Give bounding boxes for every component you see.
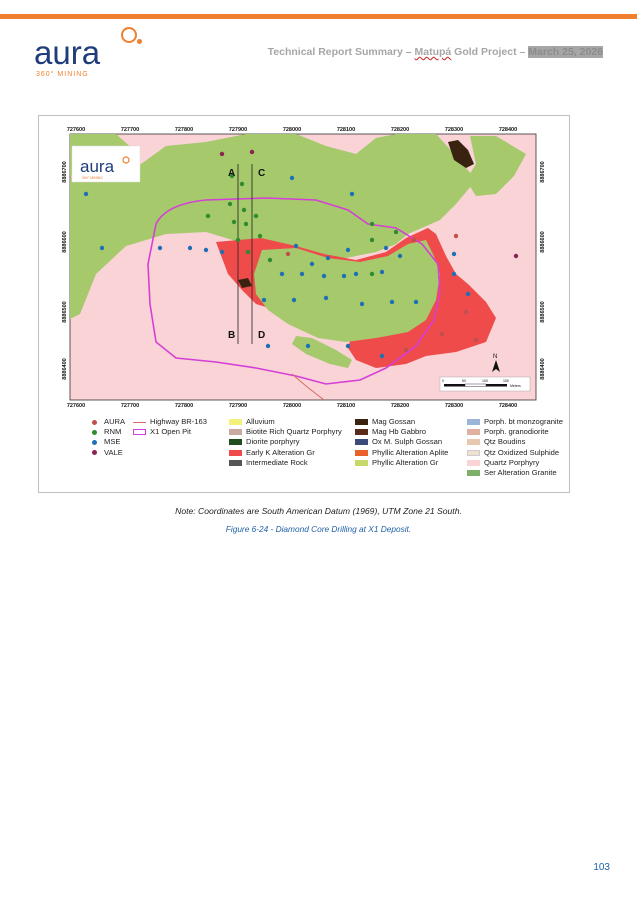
legend-label: Qtz Boudins: [484, 437, 526, 447]
page-number: 103: [593, 862, 610, 873]
drill-hole-mse: [466, 292, 470, 296]
drill-hole-vale: [514, 254, 518, 258]
drill-hole-mse: [360, 302, 364, 306]
legend-label: Ox M. Sulph Gossan: [372, 437, 443, 447]
x-axis-top: [67, 127, 517, 133]
legend-label: AURA: [104, 417, 126, 426]
x-tick-label: 728000: [282, 127, 302, 133]
y-tick-label: 8886500: [540, 301, 546, 323]
legend-swatch-icon: [355, 439, 368, 445]
report-date: March 25, 2026: [528, 46, 603, 58]
drill-hole-mse: [354, 272, 358, 276]
drill-hole-rnm: [254, 214, 258, 218]
drill-hole-mse: [158, 246, 162, 250]
x-tick-label: 728300: [444, 403, 464, 409]
legend-label: Porph. bt monzogranite: [484, 417, 563, 426]
legend-label: Quartz Porphyry: [484, 457, 540, 467]
drill-hole-rnm: [244, 222, 248, 226]
legend-item-rnm: [87, 427, 125, 437]
map-logo-wordmark: aura: [80, 157, 115, 176]
drill-hole-rnm: [370, 222, 374, 226]
legend-outline-icon: [133, 429, 146, 435]
legend-item: [229, 458, 342, 468]
x-tick-label: 728400: [498, 403, 518, 409]
legend-col-lithology-2: [355, 417, 448, 468]
drill-hole-aura: [464, 310, 468, 314]
logo-ring-icon: [121, 27, 137, 43]
drill-hole-mse: [346, 344, 350, 348]
legend-col-lithology-3: [467, 417, 563, 478]
drill-hole-mse: [390, 300, 394, 304]
legend-item: [355, 417, 448, 427]
x-tick-label: 728000: [282, 403, 302, 409]
legend-item: [229, 437, 342, 447]
scale-tick: 100: [482, 379, 488, 383]
legend-swatch-icon: [467, 450, 480, 456]
x-tick-label: 727600: [66, 127, 86, 133]
report-title-middle: Gold Project –: [454, 46, 526, 58]
legend-col-lithology-1: [229, 417, 342, 468]
drill-hole-rnm: [206, 214, 210, 218]
drill-hole-aura: [474, 338, 478, 342]
drill-hole-aura: [440, 332, 444, 336]
figure-caption: Figure 6-24 - Diamond Core Drilling at X1 Deposit.: [225, 524, 412, 534]
legend-item: [467, 468, 563, 478]
drill-hole-mse: [294, 244, 298, 248]
map-logo-tagline: 360° MINING: [82, 176, 103, 180]
drill-hole-mse: [204, 248, 208, 252]
x-tick-label: 728400: [498, 127, 518, 133]
x-tick-label: 727700: [120, 403, 140, 409]
drill-hole-mse: [300, 272, 304, 276]
figure-note: Note: Coordinates are South American Datum (1969), UTM Zone 21 South.: [175, 506, 462, 516]
x-tick-label: 728300: [444, 127, 464, 133]
drill-hole-rnm: [370, 238, 374, 242]
north-label: N: [493, 354, 498, 360]
drill-hole-rnm: [268, 258, 272, 262]
report-title: [268, 46, 603, 58]
legend-item: [467, 448, 563, 458]
legend-line-icon: [133, 422, 146, 423]
x-tick-label: 728200: [390, 403, 410, 409]
y-axis-right: [540, 161, 546, 379]
section-label-d: D: [258, 330, 266, 341]
section-label-c: C: [258, 168, 266, 179]
legend-swatch-icon: [467, 419, 480, 425]
legend-col-infrastructure: [133, 417, 207, 437]
legend-label: Alluvium: [246, 417, 275, 426]
legend-dot-icon: [92, 440, 97, 445]
map-figure: [38, 115, 570, 493]
legend-item: [229, 427, 342, 437]
x-tick-label: 728100: [336, 403, 356, 409]
legend-item: [355, 458, 448, 468]
drill-hole-mse: [452, 252, 456, 256]
legend-item-vale: [87, 448, 125, 458]
legend-swatch-icon: [467, 460, 480, 466]
drill-hole-aura: [454, 234, 458, 238]
logo-wordmark: aura: [34, 34, 101, 71]
legend-label: Biotite Rich Quartz Porphyry: [246, 427, 342, 437]
legend-label: Phyllic Alteration Gr: [372, 457, 439, 467]
scale-segment: [444, 384, 465, 387]
drill-hole-rnm: [258, 234, 262, 238]
drill-hole-mse: [280, 272, 284, 276]
x-axis-bottom: [67, 403, 517, 409]
legend-label: Qtz Oxidized Sulphide: [484, 447, 560, 457]
legend-label: Highway BR-163: [150, 417, 207, 426]
scale-segment: [486, 384, 507, 387]
legend-item: [355, 448, 448, 458]
drill-hole-mse: [326, 256, 330, 260]
drill-hole-mse: [266, 344, 270, 348]
drill-hole-rnm: [394, 230, 398, 234]
geology-map: [56, 124, 552, 409]
legend-dot-icon: [92, 420, 97, 425]
x-tick-label: 728200: [390, 127, 410, 133]
legend-item: [229, 448, 342, 458]
drill-hole-mse: [380, 270, 384, 274]
legend-swatch-icon: [467, 439, 480, 445]
legend-swatch-icon: [229, 429, 242, 435]
legend-label: X1 Open Pit: [150, 427, 191, 437]
drill-hole-mse: [346, 248, 350, 252]
drill-hole-rnm: [232, 220, 236, 224]
legend-swatch-icon: [229, 450, 242, 456]
legend-dot-icon: [92, 450, 97, 455]
drill-hole-mse: [324, 296, 328, 300]
y-axis-left: [62, 161, 68, 379]
y-tick-label: 8886400: [62, 358, 68, 380]
legend-item-aura: [87, 417, 125, 427]
legend-label: Phyllic Alteration Aplite: [372, 447, 449, 457]
aura-logo: [34, 22, 154, 82]
drill-hole-mse: [452, 272, 456, 276]
legend-item-open-pit: [133, 427, 207, 437]
legend-swatch-icon: [355, 460, 368, 466]
drill-hole-mse: [188, 246, 192, 250]
drill-hole-rnm: [236, 238, 240, 242]
x-tick-label: 727900: [228, 403, 248, 409]
drill-hole-mse: [262, 298, 266, 302]
drill-hole-rnm: [370, 272, 374, 276]
drill-hole-mse: [292, 298, 296, 302]
report-title-prefix: Technical Report Summary –: [267, 46, 412, 58]
legend-label: Mag Gossan: [372, 417, 416, 426]
legend-item: [467, 437, 563, 447]
legend-swatch-icon: [467, 429, 480, 435]
scale-tick: 150: [503, 379, 509, 383]
logo-tagline: 360° MINING: [36, 71, 89, 78]
legend-item: [467, 417, 563, 427]
y-tick-label: 8886600: [62, 231, 68, 253]
drill-hole-vale: [220, 152, 224, 156]
drill-hole-mse: [290, 176, 294, 180]
y-tick-label: 8886600: [540, 231, 546, 253]
y-tick-label: 8886500: [62, 301, 68, 323]
scale-segment: [465, 384, 486, 387]
drill-hole-mse: [414, 300, 418, 304]
legend-swatch-icon: [467, 470, 480, 476]
y-tick-label: 8886700: [62, 161, 68, 183]
legend-label: Diorite porphyry: [246, 437, 300, 447]
drill-hole-mse: [380, 354, 384, 358]
map-legend: [77, 417, 577, 489]
scale-tick: 0: [442, 379, 444, 383]
scale-tick: 50: [462, 379, 466, 383]
drill-hole-mse: [310, 262, 314, 266]
drill-hole-rnm: [242, 208, 246, 212]
x-tick-label: 727600: [66, 403, 86, 409]
x-tick-label: 728100: [336, 127, 356, 133]
drill-hole-aura: [404, 348, 408, 352]
drill-hole-mse: [342, 274, 346, 278]
legend-item: [467, 427, 563, 437]
legend-item-mse: [87, 437, 125, 447]
legend-label: MSE: [104, 437, 121, 447]
x-tick-label: 727700: [120, 127, 140, 133]
drill-hole-mse: [306, 344, 310, 348]
legend-label: Intermediate Rock: [246, 457, 308, 467]
y-tick-label: 8886700: [540, 161, 546, 183]
legend-label: Porph. granodiorite: [484, 427, 549, 437]
legend-label: VALE: [104, 447, 123, 457]
scale-unit: Meters: [510, 384, 521, 388]
drill-hole-mse: [384, 246, 388, 250]
drill-hole-mse: [398, 254, 402, 258]
legend-swatch-icon: [355, 429, 368, 435]
legend-swatch-icon: [229, 460, 242, 466]
x-tick-label: 727900: [228, 127, 248, 133]
legend-swatch-icon: [229, 439, 242, 445]
section-label-a: A: [228, 168, 236, 179]
legend-item: [229, 417, 342, 427]
drill-hole-mse: [322, 274, 326, 278]
drill-hole-mse: [220, 250, 224, 254]
legend-label: Mag Hb Gabbro: [372, 427, 427, 437]
drill-hole-vale: [250, 150, 254, 154]
legend-dot-icon: [92, 430, 97, 435]
drill-hole-rnm: [246, 250, 250, 254]
legend-item-highway: [133, 417, 207, 427]
drill-hole-aura: [286, 252, 290, 256]
header-accent-bar: [0, 14, 637, 19]
legend-label: Early K Alteration Gr: [246, 447, 315, 457]
drill-hole-mse: [84, 192, 88, 196]
legend-item: [355, 427, 448, 437]
drill-hole-rnm: [240, 182, 244, 186]
logo-dot-icon: [137, 39, 142, 44]
section-label-b: B: [228, 330, 236, 341]
legend-label: Ser Alteration Granite: [484, 467, 557, 477]
legend-col-drillholes: [87, 417, 125, 458]
report-title-project: Matupá: [414, 46, 452, 58]
legend-swatch-icon: [355, 450, 368, 456]
legend-label: RNM: [104, 427, 122, 437]
y-tick-label: 8886400: [540, 358, 546, 380]
legend-item: [355, 437, 448, 447]
legend-swatch-icon: [355, 419, 368, 425]
drill-hole-mse: [100, 246, 104, 250]
x-tick-label: 727800: [174, 127, 194, 133]
drill-hole-mse: [350, 192, 354, 196]
drill-hole-aura: [412, 238, 416, 242]
x-tick-label: 727800: [174, 403, 194, 409]
drill-hole-rnm: [228, 202, 232, 206]
legend-item: [467, 458, 563, 468]
legend-swatch-icon: [229, 419, 242, 425]
